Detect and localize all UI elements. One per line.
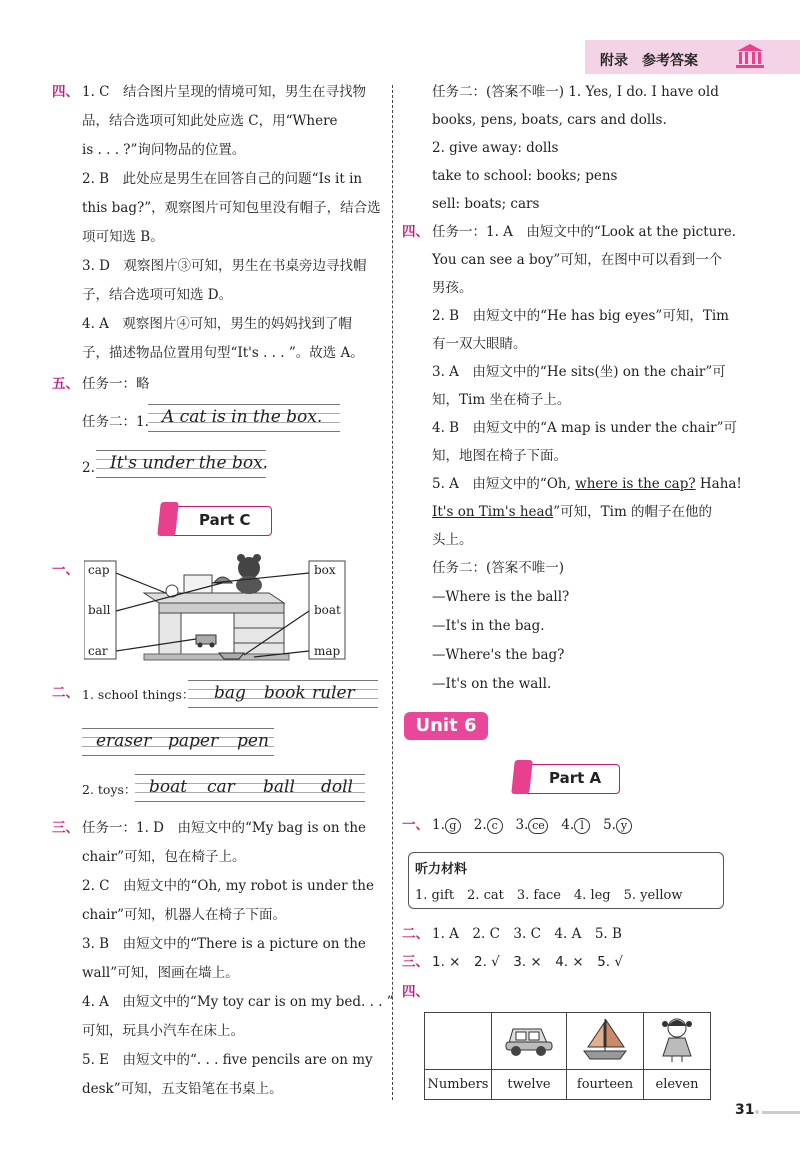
text-line: chair”可知，包在椅子上。 [82, 849, 246, 865]
text-line: 任务一：1. A 由短文中的“Look at the picture. [432, 224, 737, 240]
text-line: 4. A 观察图片④可知，男生的妈妈找到了帽 [82, 316, 352, 332]
underlined-text: It's on Tim's head [432, 504, 554, 520]
boat-picture-cell [567, 1013, 644, 1070]
tab-icon [157, 502, 179, 536]
matching-illustration [84, 553, 349, 665]
text-line: 任务二：(答案不唯一) [432, 560, 565, 576]
text-line: 4. A 由短文中的“My toy car is on my bed. . . ” [82, 994, 394, 1010]
text-line: 1. A 2. C 3. C 4. A 5. B [432, 926, 622, 942]
page-dot [755, 1110, 759, 1114]
text-span: Haha! [695, 476, 742, 492]
text-line: 4. B 由短文中的“A map is under the chair”可 [432, 420, 737, 436]
part-c-heading: Part C [168, 506, 272, 536]
page-number: 31 [735, 1102, 755, 1118]
section-label: 五、 [52, 376, 79, 392]
text-line: this bag?”，观察图片可知包里没有帽子，结合选 [82, 200, 381, 216]
text-line: 3. B 由短文中的“There is a picture on the [82, 936, 366, 952]
match-word: box [314, 563, 336, 577]
text-line: 1. C 结合图片呈现的情境可知，男生在寻找物 [82, 84, 367, 100]
handwritten-word: ball [263, 777, 295, 797]
handwritten-word: doll [321, 777, 353, 797]
text-span: 5. A 由短文中的“Oh, [432, 476, 576, 492]
text-line: 2. [82, 460, 95, 476]
handwritten-word: car [207, 777, 235, 797]
text-line: 可知，玩具小汽车在床上。 [82, 1023, 244, 1039]
text-line: 3. A 由短文中的“He sits(坐) on the chair”可 [432, 364, 726, 380]
handwriting-lines [82, 728, 274, 756]
text-line: 2. give away: dolls [432, 140, 559, 156]
text-line: sell: boats; cars [432, 196, 540, 212]
text-line: 男孩。 [432, 280, 473, 296]
text-line: 有一双大眼睛。 [432, 336, 527, 352]
handwriting-lines [148, 404, 340, 432]
match-word: map [314, 644, 341, 658]
text-line: —Where's the bag? [432, 647, 565, 663]
underlined-text: where is the cap? [575, 476, 696, 492]
match-word: ball [88, 603, 111, 617]
table-cell: fourteen [567, 1070, 644, 1100]
handwriting-lines [135, 774, 365, 802]
text-line: 任务一：略 [82, 376, 150, 392]
circled-letter: l [574, 818, 590, 834]
section-label: 一、 [52, 562, 79, 578]
handwritten-word: boat [149, 777, 188, 797]
table-cell: twelve [492, 1070, 567, 1100]
text-line: 知，地图在椅子下面。 [432, 448, 567, 464]
table-cell: eleven [644, 1070, 711, 1100]
listening-text: 1. gift 2. cat 3. face 4. leg 5. yellow [415, 888, 683, 903]
section-label: 四、 [402, 984, 429, 1000]
tab-icon [511, 760, 533, 794]
text-line: is . . . ?”询问物品的位置。 [82, 142, 246, 158]
match-word: car [88, 644, 108, 658]
handwritten-word: bag [214, 683, 246, 703]
handwritten-word: paper [168, 731, 219, 751]
text-line: wall”可知，图画在墙上。 [82, 965, 239, 981]
text-line: 2. C 由短文中的“Oh, my robot is under the [82, 878, 374, 894]
desk-scene-svg [84, 553, 349, 665]
numbers-table [424, 1012, 711, 1100]
text-line: You can see a boy”可知，在图中可以看到一个 [432, 252, 723, 268]
match-word: cap [88, 563, 110, 577]
handwriting-lines [96, 450, 269, 478]
text-line: 子，结合选项可知选 D。 [82, 287, 233, 303]
text-line [432, 474, 742, 494]
handwritten-word: ruler [312, 683, 355, 703]
text-line: 2. B 由短文中的“He has big eyes”可知，Tim [432, 308, 729, 324]
section-label: 二、 [52, 685, 79, 701]
handwritten-answer: A cat is in the box. [162, 407, 323, 427]
row-header: Numbers [425, 1070, 492, 1100]
text-line: take to school: books; pens [432, 168, 618, 184]
car-picture-cell [492, 1013, 567, 1070]
book-stack-icon [735, 42, 765, 70]
text-line: —It's on the wall. [432, 676, 552, 692]
section-label: 三、 [402, 954, 429, 970]
girl-picture-cell [644, 1013, 711, 1070]
circled-letter: c [487, 818, 503, 834]
text-line: 1. school things： [82, 687, 195, 702]
handwritten-word: book [264, 683, 306, 703]
text-line: 2. B 此处应是男生在回答自己的问题“Is it in [82, 171, 363, 187]
page-line [762, 1111, 800, 1114]
section-label: 四、 [402, 224, 429, 240]
text-line: 项可知选 B。 [82, 229, 164, 245]
toy-car-icon [503, 1019, 555, 1059]
text-line: 3. D 观察图片③可知，男生在书桌旁边寻找帽 [82, 258, 367, 274]
header-title: 附录 参考答案 [600, 53, 698, 69]
text-line: 子，描述物品位置用句型“It's . . . ”。故选 A。 [82, 345, 364, 361]
circled-letter: y [616, 818, 632, 834]
part-a-heading: Part A [522, 764, 620, 794]
text-line: —Where is the ball? [432, 589, 570, 605]
section-label: 二、 [402, 926, 429, 942]
text-line [432, 502, 712, 522]
circle-answers: 1. g 2. c 3. ce 4. l 5. y [432, 815, 632, 835]
sailboat-icon [580, 1015, 630, 1063]
text-line: books, pens, boats, cars and dolls. [432, 112, 667, 128]
listening-title: 听力材料 [415, 862, 468, 877]
circled-letter: ce [528, 818, 548, 834]
section-label: 三、 [52, 820, 79, 836]
text-line: desk”可知，五支铅笔在书桌上。 [82, 1081, 283, 1097]
handwritten-word: eraser [96, 731, 152, 751]
text-line: 知，Tim 坐在椅子上。 [432, 392, 571, 408]
handwritten-answer: It's under the box. [110, 453, 269, 473]
girl-doll-icon [657, 1014, 697, 1064]
text-line: chair”可知，机器人在椅子下面。 [82, 907, 286, 923]
match-word: boat [314, 603, 341, 617]
text-line: 1. × 2. √ 3. × 4. × 5. √ [432, 954, 623, 970]
text-line: 任务一：1. D 由短文中的“My bag is on the [82, 820, 367, 836]
text-line: 头上。 [432, 532, 473, 548]
section-label: 四、 [52, 84, 79, 100]
text-line: 任务二：1. [82, 414, 149, 430]
text-line: 任务二：(答案不唯一) 1. Yes, I do. I have old [432, 84, 719, 100]
handwriting-lines [188, 680, 378, 708]
column-divider [392, 85, 393, 1100]
text-span: ”可知，Tim 的帽子在他的 [553, 504, 713, 520]
text-line: 2. toys： [82, 782, 137, 797]
listening-material-box [408, 852, 724, 909]
text-line: 5. E 由短文中的“. . . five pencils are on my [82, 1052, 373, 1068]
section-label: 一、 [402, 817, 429, 833]
text-line: —It's in the bag. [432, 618, 545, 634]
text-line: 品，结合选项可知此处应选 C，用“Where [82, 113, 338, 129]
unit-badge: Unit 6 [404, 712, 488, 740]
handwritten-word: pen [237, 731, 269, 751]
circled-letter: g [445, 818, 461, 834]
